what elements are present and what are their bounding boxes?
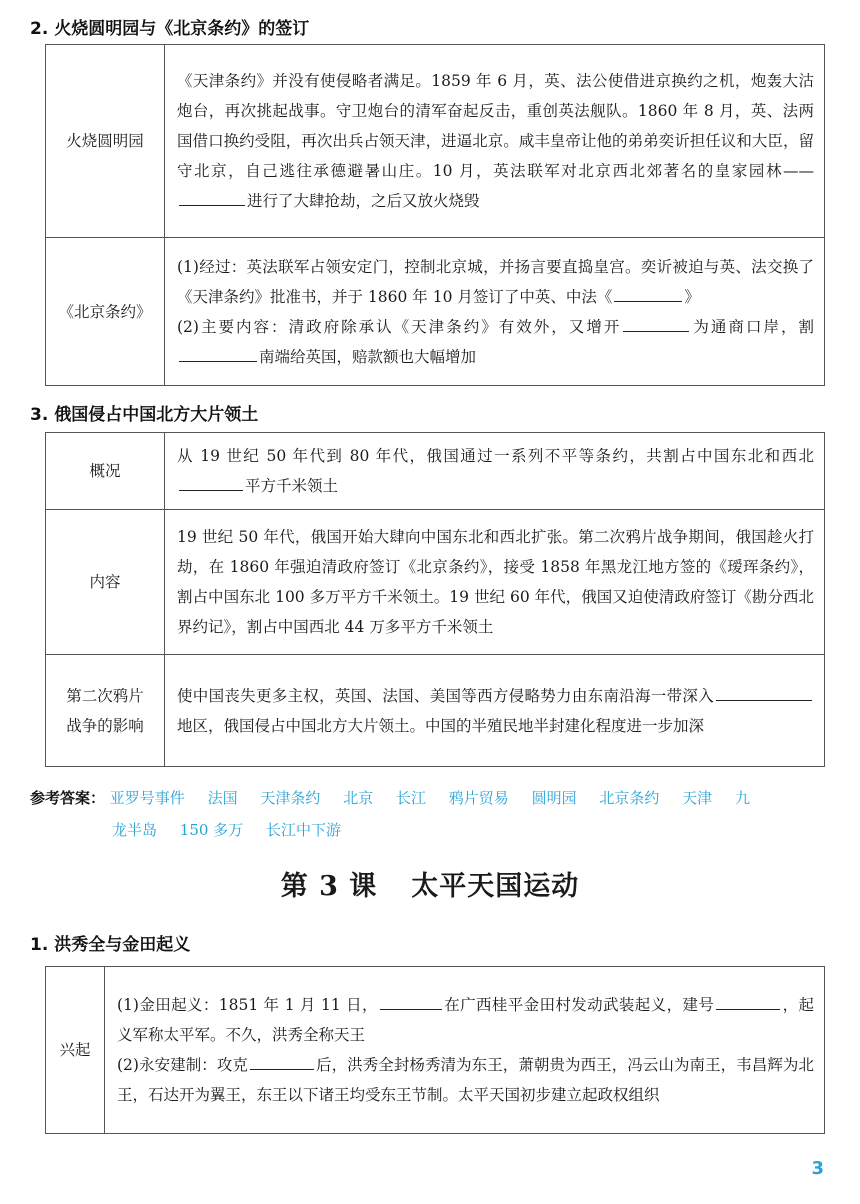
table-row xyxy=(46,45,825,238)
fill-blank[interactable] xyxy=(179,473,243,491)
section-2-table xyxy=(45,44,825,386)
lesson-title xyxy=(0,864,860,903)
content-paragraph xyxy=(177,252,814,312)
row-label-yuanmingyuan: 火烧圆明园 xyxy=(46,45,165,238)
answer-item: 长江 xyxy=(395,789,426,807)
fill-blank[interactable] xyxy=(716,992,780,1010)
content-text: 地区，俄国侵占中国北方大片领土。中国的半殖民地半封建化程度进一步加深 xyxy=(177,716,705,735)
answers-label: 参考答案： xyxy=(30,789,106,807)
table-row xyxy=(46,655,825,767)
section-3-heading: 3. 俄国侵占中国北方大片领土 xyxy=(30,405,259,425)
lesson-name: 太平天国运动 xyxy=(411,871,580,902)
content-text: (2)主要内容：清政府除承认《天津条约》有效外，又增开 xyxy=(177,317,622,336)
content-text: 平方千米领土 xyxy=(245,477,339,495)
answer-item: 北京 xyxy=(343,789,374,807)
content-text: 使中国丧失更多主权，英国、法国、美国等西方侵略势力由东南沿海一带深入 xyxy=(177,686,714,705)
content-text: 为通商口岸，割 xyxy=(691,317,814,336)
fill-blank[interactable] xyxy=(623,314,689,332)
row-content-content: 19 世纪 50 年代，俄国开始大肆向中国东北和西北扩张。第二次鸦片战争期间，俄国趁火打劫，在 1860 年强迫清政府签订《北京条约》，接受 1858 年黑龙江地方签的《瑷珲条约》，割占中国东北 100 多万平方千米领土。19 世纪 60 年代，俄国又迫使清政府签订《勘分西北界约记》，割占中国西北 44 万多平方千米领土 xyxy=(165,510,825,655)
row-label-overview: 概况 xyxy=(46,433,165,510)
fill-blank[interactable] xyxy=(250,1052,314,1070)
table-row xyxy=(46,510,825,655)
row-label-rise: 兴起 xyxy=(46,967,105,1134)
fill-blank[interactable] xyxy=(380,992,442,1010)
content-paragraph xyxy=(117,990,814,1050)
content-text: 进行了大肆抢劫，之后又放火烧毁 xyxy=(247,192,480,210)
answer-item: 150 多万 xyxy=(179,821,244,839)
content-text: 》 xyxy=(684,287,700,306)
answer-item: 九 xyxy=(734,789,750,807)
section-1-table xyxy=(45,966,825,1134)
table-row xyxy=(46,433,825,510)
lesson-number: 第 3 课 xyxy=(280,871,378,902)
label-line: 第二次鸦片 xyxy=(66,686,144,705)
content-text: (2)永安建制：攻克 xyxy=(117,1056,248,1074)
row-label-content: 内容 xyxy=(46,510,165,655)
fill-blank[interactable] xyxy=(179,344,257,362)
content-text: 在广西桂平金田村发动武装起义，建号 xyxy=(443,996,715,1014)
section-3-table xyxy=(45,432,825,767)
content-text: 《天津条约》并没有使侵略者满足。1859 年 6 月，英、法公使借进京换约之机，炮轰大沽炮台，再次挑起战事。守卫炮台的清军奋起反击，重创英法舰队。1860 年 8 月，英、法两国借口换约受阻，再次出兵占领天津，进逼北京。咸丰皇帝让他的弟弟奕䜣担任议和大臣，留守北京，自己逃往承德避暑山庄。10 月，英法联军对北京西北郊著名的皇家园林—— xyxy=(177,72,814,180)
page-number: 3 xyxy=(811,1158,824,1179)
answer-item: 亚罗号事件 xyxy=(109,789,185,807)
content-text: 南端给英国，赔款额也大幅增加 xyxy=(259,347,477,366)
fill-blank[interactable] xyxy=(614,284,682,302)
content-text: ，起义军称太平军。不久，洪秀全称天王 xyxy=(117,996,814,1044)
answer-item: 法国 xyxy=(207,789,238,807)
answers-line-2 xyxy=(30,814,830,846)
content-text: (1)经过：英法联军占领安定门，控制北京城，并扬言要直捣皇宫。奕䜣被迫与英、法交换了《天津条约》批准书，并于 1860 年 10 月签订了中英、中法《 xyxy=(177,257,814,306)
row-content-rise xyxy=(105,967,825,1134)
row-content-beijing-treaty xyxy=(165,238,825,386)
answer-item: 天津 xyxy=(682,789,713,807)
answer-item: 长江中下游 xyxy=(265,821,341,839)
table-row xyxy=(46,238,825,386)
row-label-beijing-treaty: 《北京条约》 xyxy=(46,238,165,386)
table-row xyxy=(46,967,825,1134)
row-content-impact xyxy=(165,655,825,767)
content-text: 从 19 世纪 50 年代到 80 年代，俄国通过一系列不平等条约，共割占中国东北和西北 xyxy=(177,447,814,465)
section-2-heading: 2. 火烧圆明园与《北京条约》的签订 xyxy=(30,19,310,39)
content-text: 后，洪秀全封杨秀清为东王，萧朝贵为西王，冯云山为南王，韦昌辉为北王，石达开为翼王，东王以下诸王均受东王节制。太平天国初步建立起政权组织 xyxy=(117,1056,814,1104)
answer-item: 圆明园 xyxy=(531,789,577,807)
row-content-overview xyxy=(165,433,825,510)
reference-answers xyxy=(30,782,830,846)
answer-item: 天津条约 xyxy=(260,789,321,807)
fill-blank[interactable] xyxy=(179,188,245,206)
answer-item: 龙半岛 xyxy=(112,821,158,839)
answer-item: 鸦片贸易 xyxy=(448,789,509,807)
content-paragraph xyxy=(177,312,814,372)
row-content-yuanmingyuan xyxy=(165,45,825,238)
section-1-heading: 1. 洪秀全与金田起义 xyxy=(30,935,191,955)
label-line: 战争的影响 xyxy=(66,716,144,735)
answer-item: 北京条约 xyxy=(599,789,660,807)
content-paragraph xyxy=(117,1050,814,1110)
content-text: (1)金田起义：1851 年 1 月 11 日， xyxy=(117,996,378,1014)
fill-blank[interactable] xyxy=(716,683,812,701)
row-label-impact xyxy=(46,655,165,767)
